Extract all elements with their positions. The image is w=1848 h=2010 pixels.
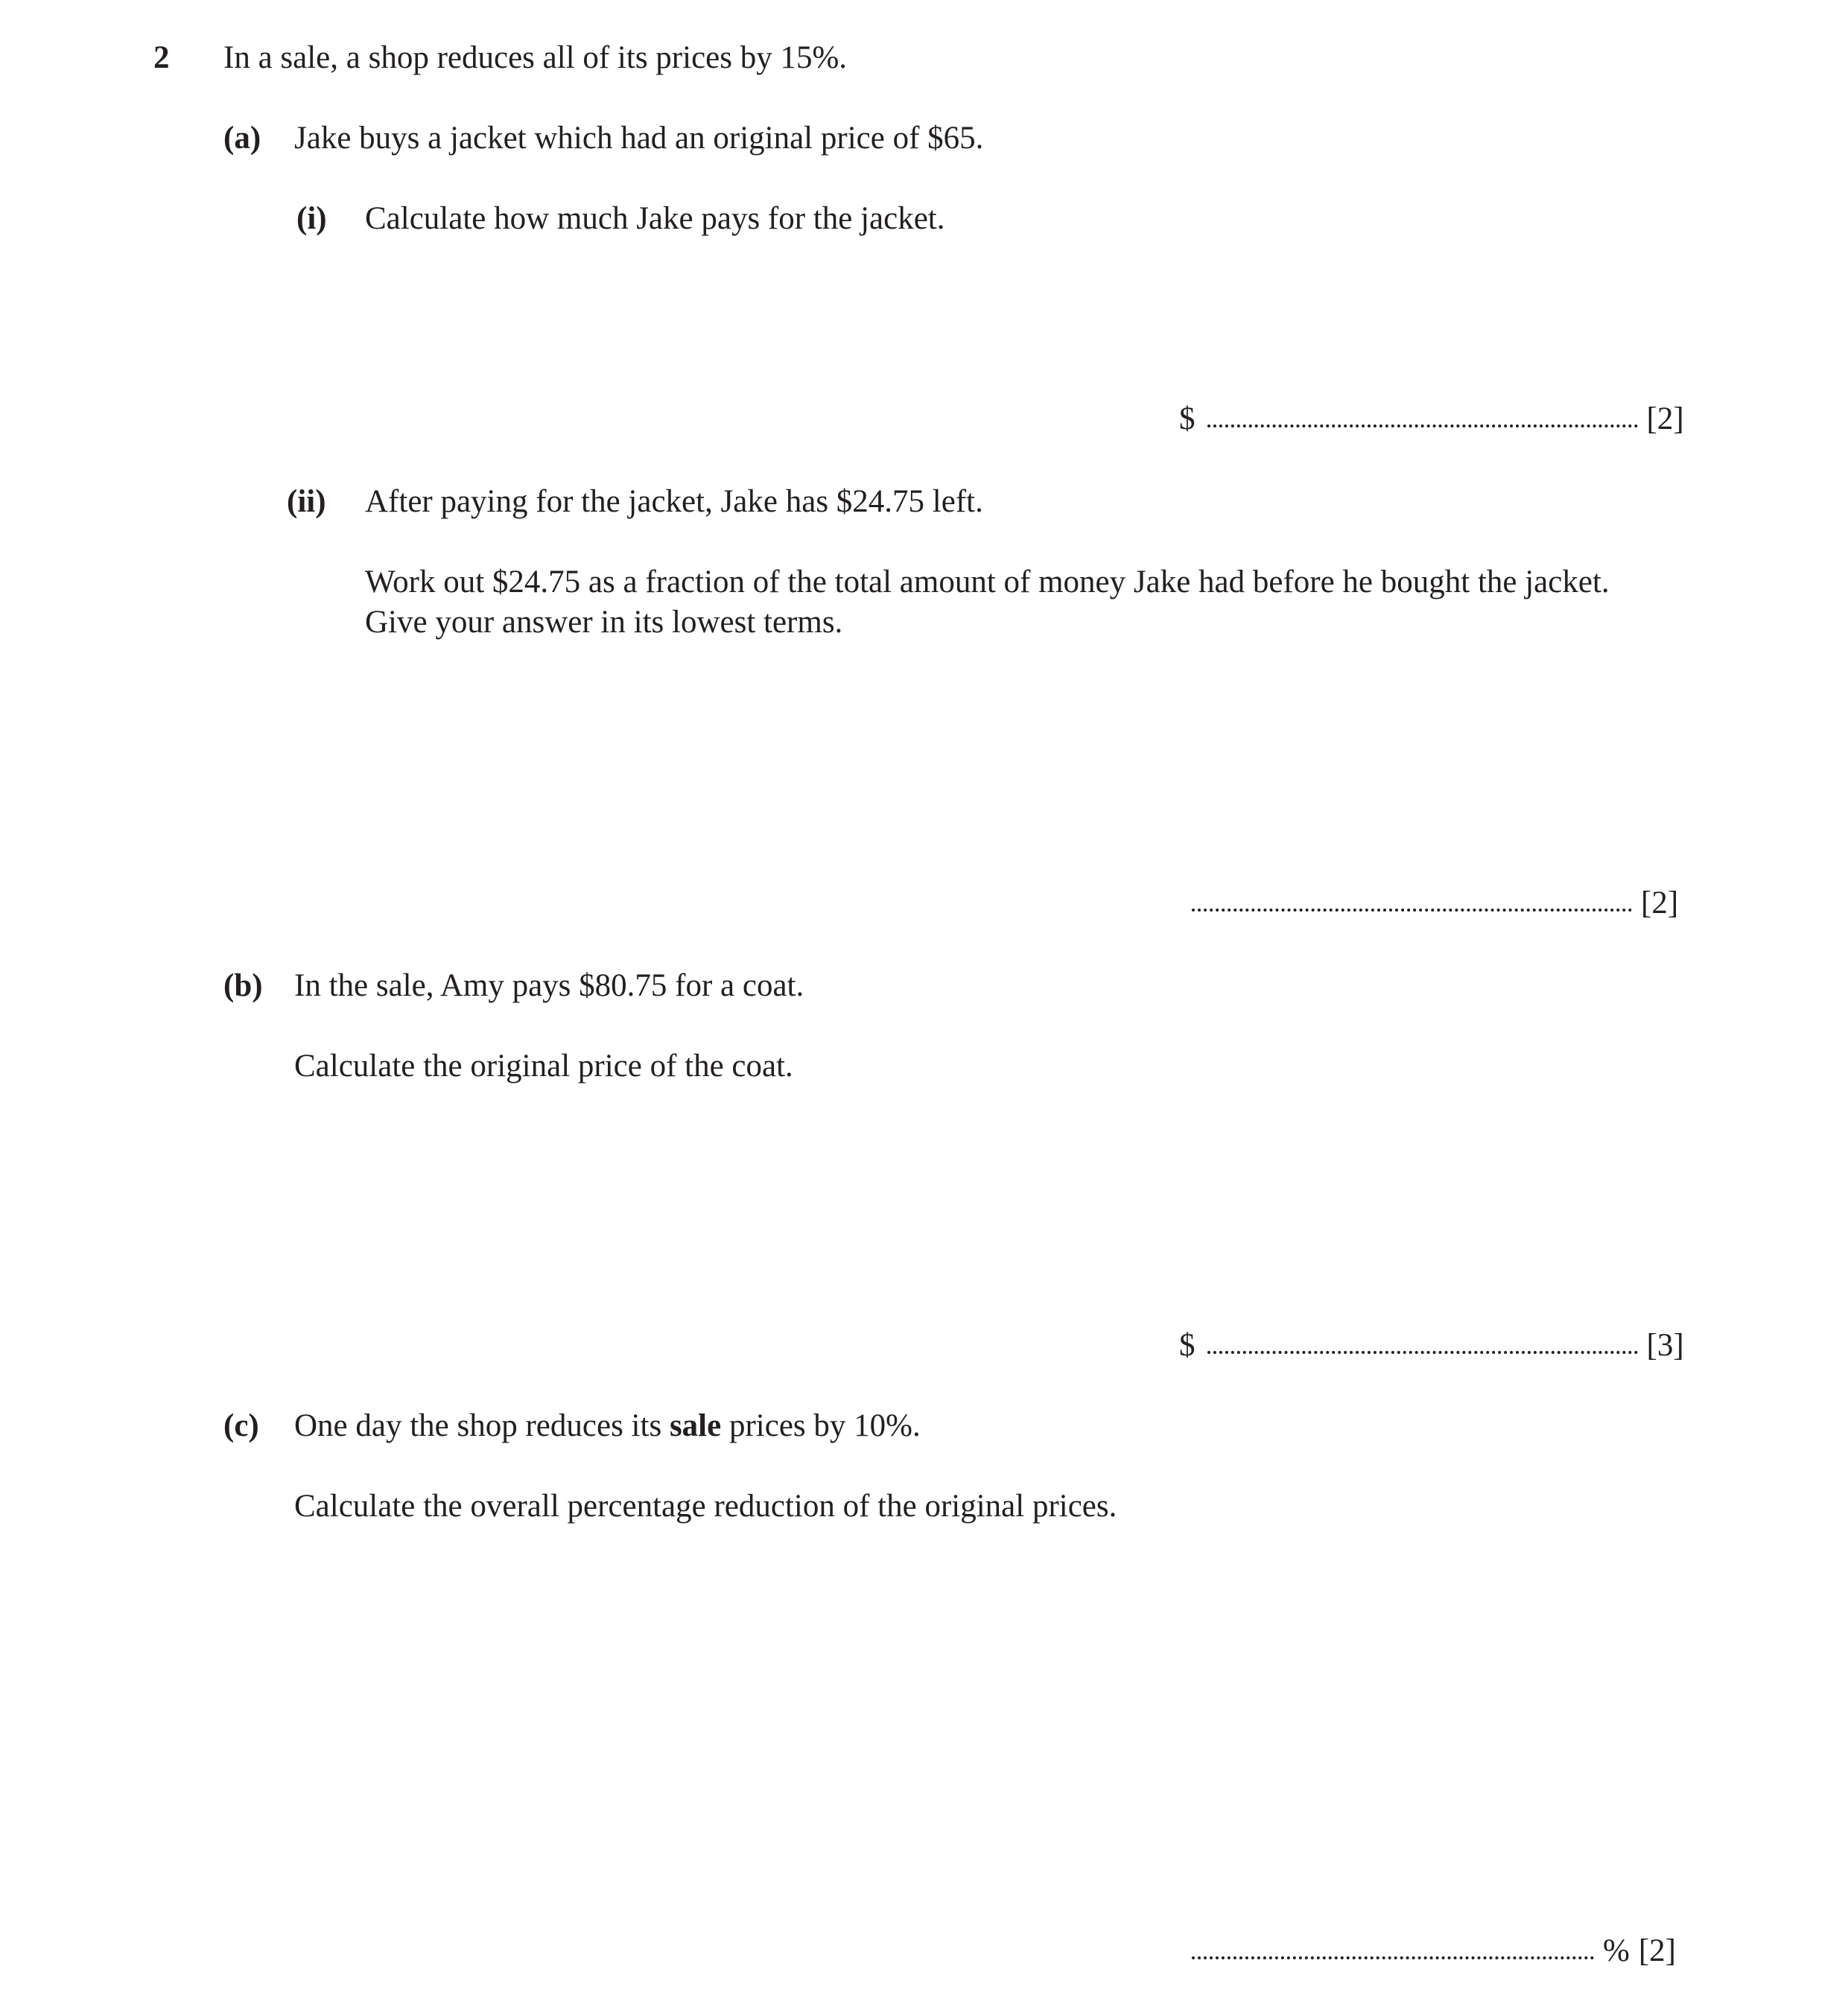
part-c-label: (c) (223, 1408, 259, 1443)
dollar-prefix: $ (1179, 1328, 1196, 1363)
part-c-text-before: One day the shop reduces its (294, 1408, 670, 1443)
dollar-prefix: $ (1179, 401, 1196, 436)
question-number: 2 (153, 40, 170, 75)
answer-dots[interactable] (1192, 1956, 1594, 1959)
part-a-i-text: Calculate how much Jake pays for the jacket. (365, 201, 945, 236)
part-a-label: (a) (223, 121, 261, 156)
part-a-i-label: (i) (296, 201, 327, 236)
marks-b: [3] (1646, 1328, 1684, 1363)
part-a-ii-text: After paying for the jacket, Jake has $24.75 left. (365, 484, 983, 519)
answer-line-a-ii[interactable] (1192, 887, 1678, 919)
marks-a-i: [2] (1646, 401, 1684, 436)
question-stem: In a sale, a shop reduces all of its prices by 15%. (223, 40, 848, 75)
part-b-text: In the sale, Amy pays $80.75 for a coat. (294, 968, 804, 1003)
answer-dots[interactable] (1207, 1351, 1638, 1354)
marks-c: [2] (1638, 1933, 1676, 1968)
answer-line-c[interactable] (1192, 1935, 1676, 1967)
part-b-instruction: Calculate the original price of the coat. (294, 1049, 793, 1084)
part-a-ii-label: (ii) (287, 484, 326, 519)
part-a-ii-instruction-line2: Give your answer in its lowest terms. (365, 605, 843, 640)
part-b-label: (b) (223, 968, 263, 1003)
marks-a-ii: [2] (1641, 885, 1679, 920)
part-c-instruction: Calculate the overall percentage reduction of the original prices. (294, 1489, 1117, 1524)
part-c-text (294, 1410, 921, 1442)
part-c-text-bold: sale (669, 1408, 722, 1443)
answer-dots[interactable] (1207, 424, 1638, 427)
part-a-text: Jake buys a jacket which had an original price of $65. (294, 121, 984, 156)
answer-line-a-i[interactable] (1179, 403, 1684, 435)
percent-suffix: % (1603, 1933, 1630, 1968)
part-a-ii-instruction-line1: Work out $24.75 as a fraction of the total amount of money Jake had before he bought the jacket. (365, 564, 1610, 599)
part-c-text-after: prices by 10%. (721, 1408, 921, 1443)
answer-dots[interactable] (1192, 909, 1632, 912)
answer-line-b[interactable] (1179, 1329, 1684, 1361)
